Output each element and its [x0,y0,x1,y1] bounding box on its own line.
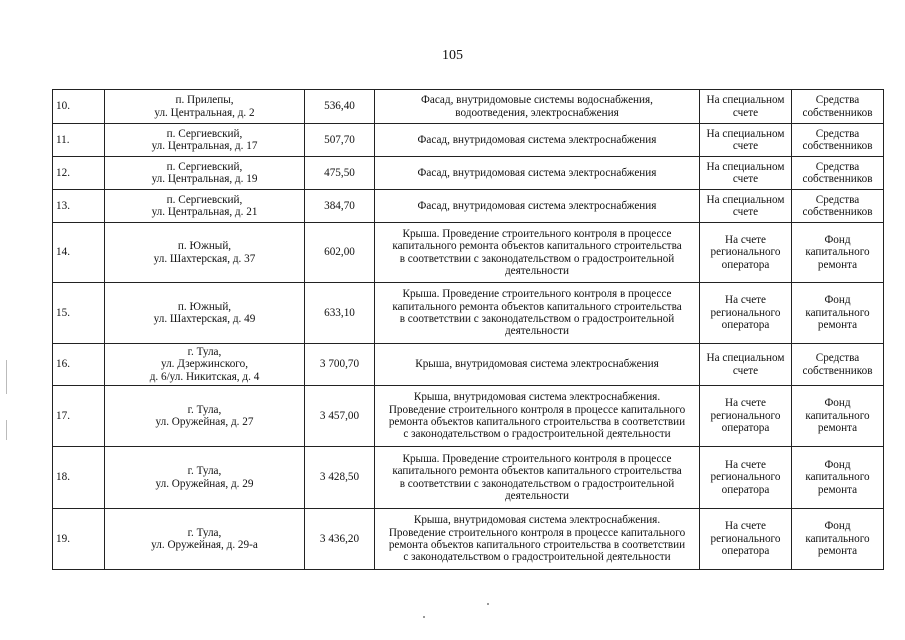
address-cell [105,223,305,283]
row-number: 10. [53,90,105,124]
address-cell-line: ул. Оружейная, д. 29-а [151,539,258,551]
works-cell-line: в соответствии с законодательством о градостроительной [399,477,675,490]
account-cell [700,190,792,223]
area-cell: 3 700,70 [305,344,375,386]
account-cell [700,386,792,447]
account-cell [700,283,792,344]
funding-source-cell-line: Средства [815,94,860,107]
funding-source-cell-line: капитального [805,532,870,545]
account-cell-line: На счете [724,233,767,246]
works-cell-line: деятельности [504,264,570,277]
account-cell-line: На счете [724,294,767,307]
funding-source-cell-line: собственников [802,364,873,377]
area-cell: 475,50 [305,157,375,190]
account-cell-line: оператора [721,422,770,435]
account-cell [700,509,792,570]
account-cell-line: счете [732,206,759,218]
address-cell-line: ул. Шахтерская, д. 37 [153,252,256,265]
works-cell-line: Крыша, внутридомовая система электроснабжения. [413,391,661,404]
funding-source-cell [792,157,884,190]
works-cell [375,447,700,509]
address-cell [105,190,305,223]
works-cell [375,124,700,157]
address-cell-line: ул. Дзержинского, [161,358,248,371]
account-cell-line: На специальном [706,127,785,140]
account-cell-line: регионального [710,306,781,319]
works-cell [375,283,700,344]
address-cell-line: п. Южный, [177,300,232,313]
account-cell-line: счете [732,106,759,119]
funding-source-cell [792,190,884,223]
account-cell-line: На счете [724,520,767,533]
area-cell: 602,00 [305,223,375,283]
address-cell-line: ул. Центральная, д. 17 [151,140,258,152]
scan-speck [487,603,489,605]
table-body [53,90,884,570]
address-cell [105,157,305,190]
account-cell [700,90,792,124]
account-cell-line: На специальном [706,160,785,173]
funding-source-cell-line: собственников [802,206,873,218]
funding-source-cell-line: Средства [815,160,860,173]
table-row [53,124,884,157]
account-cell [700,447,792,509]
works-cell-line: Крыша. Проведение строительного контроля в процессе [402,227,672,240]
address-cell-line: г. Тула, [187,526,222,539]
works-cell [375,386,700,447]
funding-source-cell-line: Средства [815,193,860,206]
address-cell-line: п. Прилепы, [175,94,234,107]
address-cell-line: п. Южный, [177,240,232,253]
works-cell-line: водоотведения, электроснабжения [455,106,619,119]
funding-source-cell-line: Фонд [824,458,851,471]
works-cell [375,190,700,223]
account-cell-line: регионального [710,409,781,422]
address-cell [105,344,305,386]
funding-source-cell [792,509,884,570]
account-cell [700,157,792,190]
capital-repair-table [52,89,884,570]
works-cell-line: Фасад, внутридомовые системы водоснабжения, [421,94,653,107]
works-cell-line: ремонта объектов капитального строительства в соответствии [388,416,686,428]
address-cell-line: п. Сергиевский, [166,127,243,140]
works-cell-line: Фасад, внутридомовая система электроснабжения [417,199,657,212]
area-cell: 3 457,00 [305,386,375,447]
works-cell-line: Фасад, внутридомовая система электроснабжения [417,166,657,179]
scan-edge-mark [6,420,7,440]
address-cell-line: п. Сергиевский, [166,160,243,173]
works-cell-line: капитального ремонта объектов капитального строительства [392,240,682,253]
funding-source-cell-line: ремонта [817,483,858,496]
works-cell-line: в соответствии с законодательством о градостроительной [399,252,675,265]
address-cell-line: ул. Оружейная, д. 29 [155,477,254,490]
address-cell-line: ул. Центральная, д. 21 [151,206,258,218]
funding-source-cell-line: ремонта [817,422,858,435]
funding-source-cell-line: ремонта [817,258,858,271]
account-cell-line: оператора [721,483,770,496]
account-cell-line: регионального [710,246,781,259]
account-cell-line: На специальном [706,352,785,365]
works-cell-line: Крыша. Проведение строительного контроля в процессе [402,288,672,301]
address-cell-line: ул. Шахтерская, д. 49 [153,313,256,325]
address-cell [105,283,305,344]
works-cell-line: Проведение строительного контроля в процессе капитального [388,403,686,416]
funding-source-cell [792,344,884,386]
works-cell-line: Проведение строительного контроля в процессе капитального [388,526,686,539]
works-cell-line: Крыша, внутридомовая система электроснабжения [415,358,659,371]
scan-edge-mark [6,360,7,394]
row-number: 17. [53,386,105,447]
funding-source-cell [792,283,884,344]
funding-source-cell-line: капитального [805,306,870,319]
works-cell-line: Крыша. Проведение строительного контроля в процессе [402,452,672,465]
area-cell: 633,10 [305,283,375,344]
funding-source-cell-line: Фонд [824,397,851,410]
account-cell-line: счете [732,364,759,377]
row-number: 12. [53,157,105,190]
account-cell [700,223,792,283]
works-cell-line: в соответствии с законодательством о градостроительной [399,313,675,325]
funding-source-cell-line: капитального [805,409,870,422]
page-number: 105 [442,48,463,63]
funding-source-cell-line: Фонд [824,233,851,246]
works-cell [375,157,700,190]
works-cell-line: капитального ремонта объектов капитального строительства [392,300,682,313]
row-number: 15. [53,283,105,344]
address-cell-line: ул. Центральная, д. 19 [151,173,258,185]
table-row [53,386,884,447]
account-cell-line: регионального [710,471,781,484]
address-cell-line: г. Тула, [187,345,222,358]
works-cell [375,344,700,386]
funding-source-cell-line: ремонта [817,545,858,558]
works-cell-line: деятельности [504,489,570,502]
area-cell: 507,70 [305,124,375,157]
account-cell-line: На счете [724,397,767,410]
table-row [53,90,884,124]
row-number: 13. [53,190,105,223]
account-cell-line: На специальном [706,193,785,206]
table-row [53,344,884,386]
table-row [53,283,884,344]
address-cell [105,509,305,570]
funding-source-cell-line: Средства [815,127,860,140]
row-number: 18. [53,447,105,509]
funding-source-cell-line: Фонд [824,520,851,533]
funding-source-cell-line: собственников [802,106,873,119]
funding-source-cell-line: ремонта [817,319,858,332]
area-cell: 3 436,20 [305,509,375,570]
account-cell-line: счете [732,173,759,185]
works-cell-line: ремонта объектов капитального строительства в соответствии [388,539,686,551]
table-row [53,223,884,283]
row-number: 14. [53,223,105,283]
works-cell [375,223,700,283]
works-cell-line: с законодательством о градостроительной деятельности [403,551,671,564]
account-cell [700,124,792,157]
address-cell-line: ул. Оружейная, д. 27 [155,416,254,428]
account-cell-line: оператора [721,319,770,332]
address-cell-line: ул. Центральная, д. 2 [154,106,255,119]
row-number: 19. [53,509,105,570]
funding-source-cell-line: капитального [805,246,870,259]
works-cell-line: деятельности [504,325,570,338]
area-cell: 384,70 [305,190,375,223]
account-cell-line: счете [732,140,759,152]
scan-speck [423,616,425,618]
account-cell-line: регионального [710,532,781,545]
table-row [53,447,884,509]
area-cell: 536,40 [305,90,375,124]
funding-source-cell [792,124,884,157]
address-cell-line: г. Тула, [187,403,222,416]
table-row [53,190,884,223]
row-number: 11. [53,124,105,157]
funding-source-cell-line: собственников [802,140,873,152]
works-cell [375,509,700,570]
funding-source-cell [792,223,884,283]
funding-source-cell [792,90,884,124]
row-number: 16. [53,344,105,386]
address-cell-line: п. Сергиевский, [166,193,243,206]
funding-source-cell-line: капитального [805,471,870,484]
address-cell [105,386,305,447]
funding-source-cell-line: Средства [815,352,860,365]
funding-source-cell [792,447,884,509]
works-cell-line: капитального ремонта объектов капитального строительства [392,465,682,478]
account-cell-line: оператора [721,545,770,558]
works-cell-line: Крыша, внутридомовая система электроснабжения. [413,514,661,527]
table-row [53,157,884,190]
address-cell-line: д. 6/ул. Никитская, д. 4 [149,370,260,383]
account-cell-line: На счете [724,458,767,471]
area-cell: 3 428,50 [305,447,375,509]
funding-source-cell-line: собственников [802,173,873,185]
address-cell [105,447,305,509]
works-cell-line: Фасад, внутридомовая система электроснабжения [417,133,657,146]
account-cell-line: оператора [721,258,770,271]
table-row [53,509,884,570]
address-cell [105,124,305,157]
address-cell [105,90,305,124]
works-cell [375,90,700,124]
account-cell-line: На специальном [706,94,785,107]
works-cell-line: с законодательством о градостроительной деятельности [403,428,671,441]
funding-source-cell [792,386,884,447]
account-cell [700,344,792,386]
address-cell-line: г. Тула, [187,465,222,478]
funding-source-cell-line: Фонд [824,294,851,307]
